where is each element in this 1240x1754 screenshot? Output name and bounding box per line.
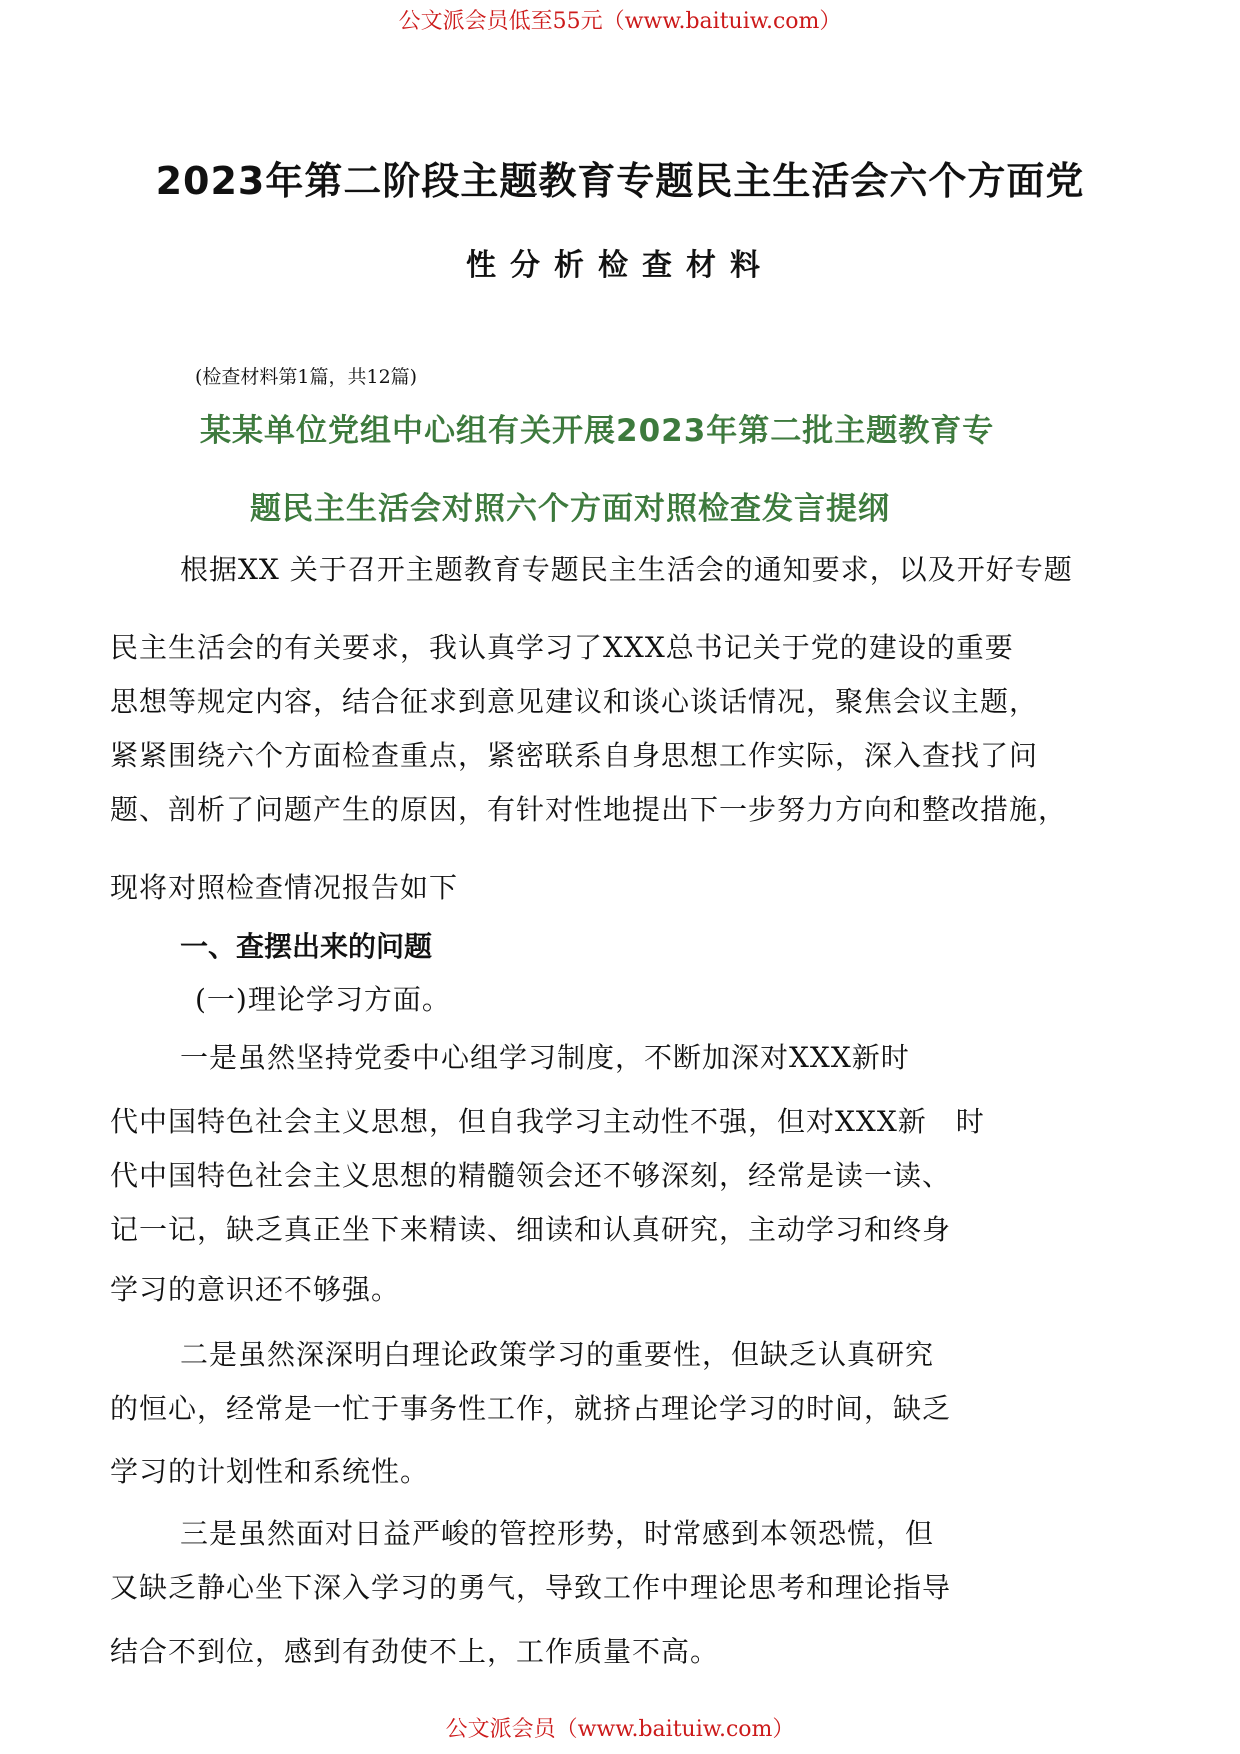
footer-ad-text: 公文派会员（www.baituiw.com） xyxy=(445,1717,795,1742)
paragraph-line: 结合不到位，感到有劲使不上，工作质量不高。 xyxy=(110,1635,720,1668)
paragraph-line: 三是虽然面对日益严峻的管控形势，时常感到本领恐慌，但 xyxy=(180,1517,935,1550)
intro-line: 题、剖析了问题产生的原因，有针对性地提出下一步努力方向和整改措施， xyxy=(110,793,1068,826)
paragraph-line: 代中国特色社会主义思想的精髓领会还不够深刻，经常是读一读、 xyxy=(110,1159,952,1192)
paragraph-line: 二是虽然深深明白理论政策学习的重要性，但缺乏认真研究 xyxy=(180,1338,935,1371)
document-title-line2: 性分析检查材料 xyxy=(466,248,774,283)
paragraph-line: 代中国特色社会主义思想，但自我学习主动性不强，但对XXX新 时 xyxy=(110,1105,985,1138)
intro-line: 紧紧围绕六个方面检查重点，紧密联系自身思想工作实际，深入查找了问 xyxy=(110,739,1039,772)
subtitle-line2: 题民主生活会对照六个方面对照检查发言提纲 xyxy=(250,491,890,527)
paragraph-line: 又缺乏静心坐下深入学习的勇气，导致工作中理论思考和理论指导 xyxy=(110,1571,952,1604)
material-note: (检查材料第1篇，共12篇) xyxy=(195,366,418,388)
paragraph-line: 学习的意识还不够强。 xyxy=(110,1273,401,1306)
paragraph-line: 的恒心，经常是一忙于事务性工作，就挤占理论学习的时间，缺乏 xyxy=(110,1392,952,1425)
subtitle-line1: 某某单位党组中心组有关开展2023年第二批主题教育专 xyxy=(200,413,995,449)
header-ad-text: 公文派会员低至55元（www.baituiw.com） xyxy=(398,9,842,34)
intro-line: 根据XX 关于召开主题教育专题民主生活会的通知要求，以及开好专题 xyxy=(180,553,1073,586)
paragraph-line: 记一记，缺乏真正坐下来精读、细读和认真研究，主动学习和终身 xyxy=(110,1213,952,1246)
paragraph-line: 一是虽然坚持党委中心组学习制度，不断加深对XXX新时 xyxy=(180,1041,910,1074)
subsection-heading: (一)理论学习方面。 xyxy=(195,983,451,1016)
document-title-line1: 2023年第二阶段主题教育专题民主生活会六个方面党 xyxy=(155,159,1085,203)
intro-line: 思想等规定内容，结合征求到意见建议和谈心谈话情况，聚焦会议主题， xyxy=(110,685,1039,718)
paragraph-line: 学习的计划性和系统性。 xyxy=(110,1455,430,1488)
intro-line: 现将对照检查情况报告如下 xyxy=(110,871,459,904)
section-heading: 一、查摆出来的问题 xyxy=(180,930,433,963)
intro-line: 民主生活会的有关要求，我认真学习了XXX总书记关于党的建设的重要 xyxy=(110,631,1014,664)
